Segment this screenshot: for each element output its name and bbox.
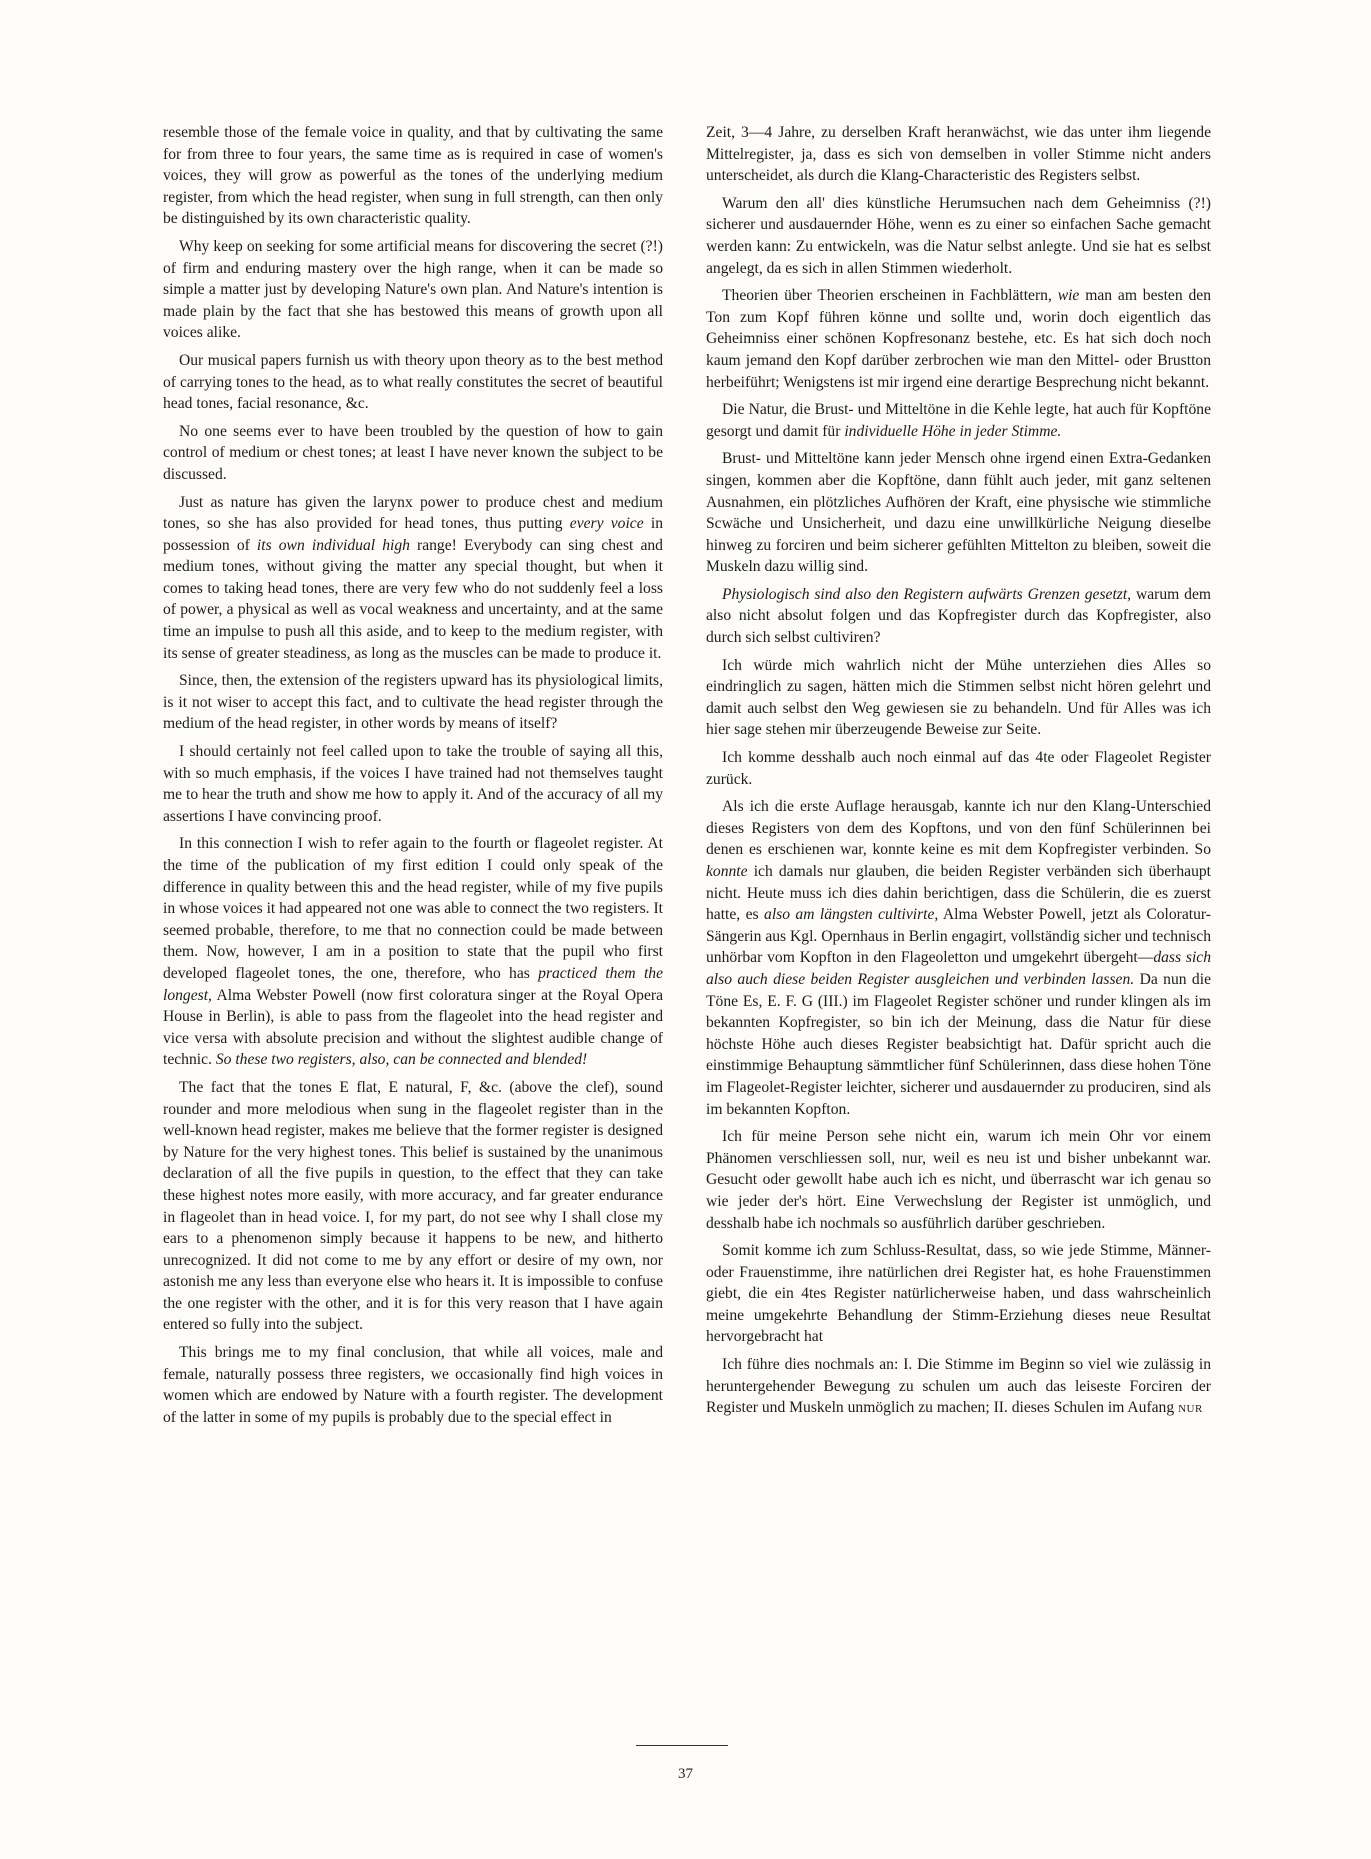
text-run: Zeit, 3—4 Jahre, zu derselben Kraft heranwächst, wie das unter ihm liegende Mittelregister, ja, dass es sich von demselben in voller Stimme nicht anders unterscheidet, als durch die Klang-Characteristic des Registers selbst. <box>706 124 1211 185</box>
text-run: Warum den all' dies künstliche Herumsuchen nach dem Geheimniss (?!) sicherer und ausdauernder Höhe, wenn es zu einer so einfachen Sache gemacht werden kann: Zu entwickeln, was die Natur selbst anlegte. Und sie hat es selbst angelegt, da es sich in allen Stimmen wiederholt. <box>706 194 1211 277</box>
paragraph <box>706 193 1211 279</box>
italic-text: its own individual high <box>256 536 410 554</box>
paragraph <box>706 747 1211 790</box>
paragraph <box>706 285 1211 393</box>
text-run: Why keep on seeking for some artificial means for discovering the secret (?!) of firm and enduring mastery over the high range, when it can be made so simple a matter just by developing Nature's own plan. And Nature's intention is made plain by the fact that she has bestowed this means of growth upon all voices alike. <box>163 237 663 342</box>
text-run: I should certainly not feel called upon to take the trouble of saying all this, with so much emphasis, if the voices I have trained had not themselves taught me to hear the truth and show me how to apply it. And of the accuracy of all my assertions I have convincing proof. <box>163 743 663 825</box>
paragraph <box>706 1354 1211 1419</box>
italic-text: individuelle Höhe in jeder Stimme. <box>844 422 1062 440</box>
paragraph <box>163 350 663 415</box>
paragraph <box>163 421 663 486</box>
text-run: This brings me to my final conclusion, that while all voices, male and female, naturally possess three registers, we occasionally find high voices in women which are endowed by Nature with a fourth register. The development of the latter in some of my pupils is probably due to the special effect in <box>163 1344 663 1426</box>
italic-text: So these two registers, also, can be connected and blended! <box>215 1051 588 1069</box>
text-run: Ich komme desshalb auch noch einmal auf das 4te oder Flageolet Register zurück. <box>706 749 1211 788</box>
text-run: Ich für meine Person sehe nicht ein, warum ich mein Ohr vor einem Phänomen verschliessen soll, nur, weil es neu ist und bisher unbekannt war. Gesucht oder gewollt habe auch ich es nicht, und überrascht war ich genau so wie jeder der's hört. Eine Verwechslung der Register ist unmöglich, und desshalb habe ich nochmals so ausführlich darüber geschrieben. <box>706 1128 1211 1232</box>
paragraph <box>163 670 663 735</box>
text-run: in possession of <box>163 515 664 554</box>
footer-rule <box>636 1745 728 1746</box>
italic-text: every voice <box>569 515 644 533</box>
text-run: Our musical papers furnish us with theory upon theory as to the best method of carrying tones to the head, as to what really constitutes the secret of beautiful head tones, facial resonance, &c. <box>163 351 663 413</box>
italic-text: wie <box>1057 287 1080 305</box>
paragraph <box>706 796 1211 1120</box>
small-caps-text: nur <box>1178 1399 1203 1417</box>
page-number: 37 <box>678 1766 693 1782</box>
text-run: ich damals nur glauben, die beiden Register verbänden sich überhaupt nicht. Heute muss ich dies dahin berichtigen, dass die Schülerin, die es zuerst hatte, es <box>706 863 1211 924</box>
paragraph <box>163 122 663 230</box>
paragraph <box>706 448 1211 578</box>
right-column <box>706 122 1211 1425</box>
paragraph <box>706 399 1211 442</box>
paragraph <box>706 122 1211 187</box>
text-run: Da nun die Töne Es, E. F. G (III.) im Flageolet Register schöner und runder klingen als im bekannten Kopfregister, so bin ich der Meinung, dass die Natur für diese höchste Höhe auch dieses Register beabsichtigt hat. Dafür spricht auch die einstimmige Behauptung sämmtlicher fünf Schülerinnen, dass diese hohen Töne im Flageolet-Register leichter, sicherer und ausdauernder zu produciren, sind als im bekannten Kopfton. <box>706 970 1211 1118</box>
text-run: Ich führe dies nochmals an: I. Die Stimme im Beginn so viel wie zulässig in heruntergehender Bewegung zu schulen um auch das leiseste Forciren der Register und Muskeln unmöglich zu machen; II. dieses Schulen im Aufang <box>706 1356 1211 1417</box>
paragraph <box>163 1077 663 1336</box>
text-run: Alma Webster Powell (now first coloratura singer at the Royal Opera House in Berlin), is able to pass from the flageolet into the head register and vice versa with absolute precision and without the slightest audible change of technic. <box>163 986 663 1069</box>
text-run: Alma Webster Powell, jetzt als Coloratur-Sängerin aus Kgl. Opernhaus in Berlin engagirt, vollständig sicher und technisch unhörbar vom Kopfton in den Flageoletton und umgekehrt übergeht— <box>706 906 1211 967</box>
text-run: Somit komme ich zum Schluss-Resultat, dass, so wie jede Stimme, Männer- oder Frauenstimme, ihre natürlichen drei Register hat, es hohe Frauenstimmen giebt, die ein 4tes Register natürlicherweise haben, und dass wahrscheinlich meine umgekehrte Behandlung der Stimm-Erziehung dieses neue Resultat hervorgebracht hat <box>706 1242 1211 1346</box>
text-run: warum dem also nicht absolut folgen und das Kopfregister durch das Kopfregister, also durch sich selbst cultiviren? <box>706 585 1211 647</box>
paragraph <box>163 492 663 665</box>
italic-text: konnte <box>706 863 748 880</box>
paragraph <box>163 236 663 344</box>
paragraph <box>706 584 1211 649</box>
text-run: Brust- und Mitteltöne kann jeder Mensch ohne irgend einen Extra-Gedanken singen, kommen aber die Kopftöne, dann fühlt auch jeder, mit ganz seltenen Ausnahmen, ein plötzliches Aufhören der Kraft, eine physische wie stimmliche Scwäche und Unsicherheit, und dazu eine unwillkürliche Neigung dieselbe hinweg zu forciren und beim sicherer gefühlten Mittelton zu bleiben, soweit die Muskeln dazu willig sind. <box>706 450 1211 576</box>
italic-text: also am längsten cultivirte, <box>764 906 939 924</box>
text-run: Als ich die erste Auflage herausgab, kannte ich nur den Klang-Unterschied dieses Registers von dem des Kopftons, und von den fünf Schülerinnen bei denen es erschienen war, konnte keine es mit dem Kopfregister verbinden. So <box>706 798 1211 859</box>
left-column <box>163 122 663 1434</box>
text-run: In this connection I wish to refer again to the fourth or flageolet register. At the time of the publication of my first edition I could only speak of the difference in quality between this and the head register, while of my five pupils in whose voices it had appeared not one was able to connect the two registers. It seemed probable, therefore, to me that no connection could be made between them. Now, however, I am in a position to state that the pupil who first developed flageolet tones, the one, therefore, who has <box>163 835 663 982</box>
paragraph <box>163 1342 663 1428</box>
italic-text: Physiologisch sind also den Registern aufwärts Grenzen gesetzt, <box>722 585 1132 603</box>
text-run: range! Everybody can sing chest and medium tones, without giving the matter any special thought, but when it comes to taking head tones, there are very few who do not suddenly feel a loss of power, a physical as well as vocal weakness and uncertainty, and at the same time an impulse to push all this aside, and to keep to the medium register, with its sense of greater steadiness, as long as the muscles can be made to produce it. <box>163 536 663 662</box>
paragraph <box>163 833 663 1071</box>
italic-text: practiced them the longest, <box>163 964 663 1004</box>
text-run: man am besten den Ton zum Kopf führen könne und sollte und, worin doch eigentlich das Geheimniss einer schönen Kopfresonanz bestehe, etc. Es hat sich doch noch kaum jemand den Kopf darüber zerbrochen wie man den Mittel- oder Brustton herbeiführt; Wenigstens ist mir irgend eine derartige Besprechung nicht bekannt. <box>706 287 1211 391</box>
text-run: Die Natur, die Brust- und Mitteltöne in die Kehle legte, hat auch für Kopftöne gesorgt und damit für <box>706 401 1211 440</box>
paragraph <box>706 655 1211 741</box>
paragraph <box>163 741 663 827</box>
paragraph <box>706 1240 1211 1348</box>
text-run: Ich würde mich wahrlich nicht der Mühe unterziehen dies Alles so eindringlich zu sagen, hätten mich die Stimmen selbst nicht hören gelehrt und damit auch selbst den Weg gewiesen sie zu behandeln. Und für Alles was ich hier sage stehen mir überzeugende Beweise zur Seite. <box>706 656 1211 739</box>
text-run: The fact that the tones E flat, E natural, F, &c. (above the clef), sound rounder and more melodious when sung in the flageolet register than in the well-known head register, makes me believe that the former register is designed by Nature for the very highest tones. This belief is sustained by the unanimous declaration of all the five pupils in question, to the effect that they can take these highest notes more easily, with more accuracy, and far greater endurance in flageolet than in head voice. I, for my part, do not see why I shall close my ears to a phenomenon simply because it happens to be new, and hitherto unrecognized. It did not come to me by any effort or desire of my own, nor astonish me any less than everyone else who hears it. It is impossible to confuse the one register with the other, and it is for this very reason that I have again entered so fully into the subject. <box>163 1078 663 1334</box>
italic-text: dass sich also auch diese beiden Register ausgleichen und verbinden lassen. <box>706 949 1212 988</box>
text-run: Since, then, the extension of the registers upward has its physiological limits, is it not wiser to accept this fact, and to cultivate the head register through the medium of the head register, in other words by means of itself? <box>163 672 663 733</box>
text-run: resemble those of the female voice in quality, and that by cultivating the same for from three to four years, the same time as is required in case of women's voices, they will grow as powerful as the tones of the underlying medium register, from which the head register, when sung in full strength, can then only be distinguished by its own characteristic quality. <box>163 124 663 228</box>
text-run: Just as nature has given the larynx power to produce chest and medium tones, so she has also provided for head tones, thus putting <box>163 493 663 533</box>
paragraph <box>706 1126 1211 1234</box>
text-run: Theorien über Theorien erscheinen in Fachblättern, <box>722 287 1058 305</box>
text-run: No one seems ever to have been troubled by the question of how to gain control of medium or chest tones; at least I have never known the subject to be discussed. <box>163 422 663 483</box>
